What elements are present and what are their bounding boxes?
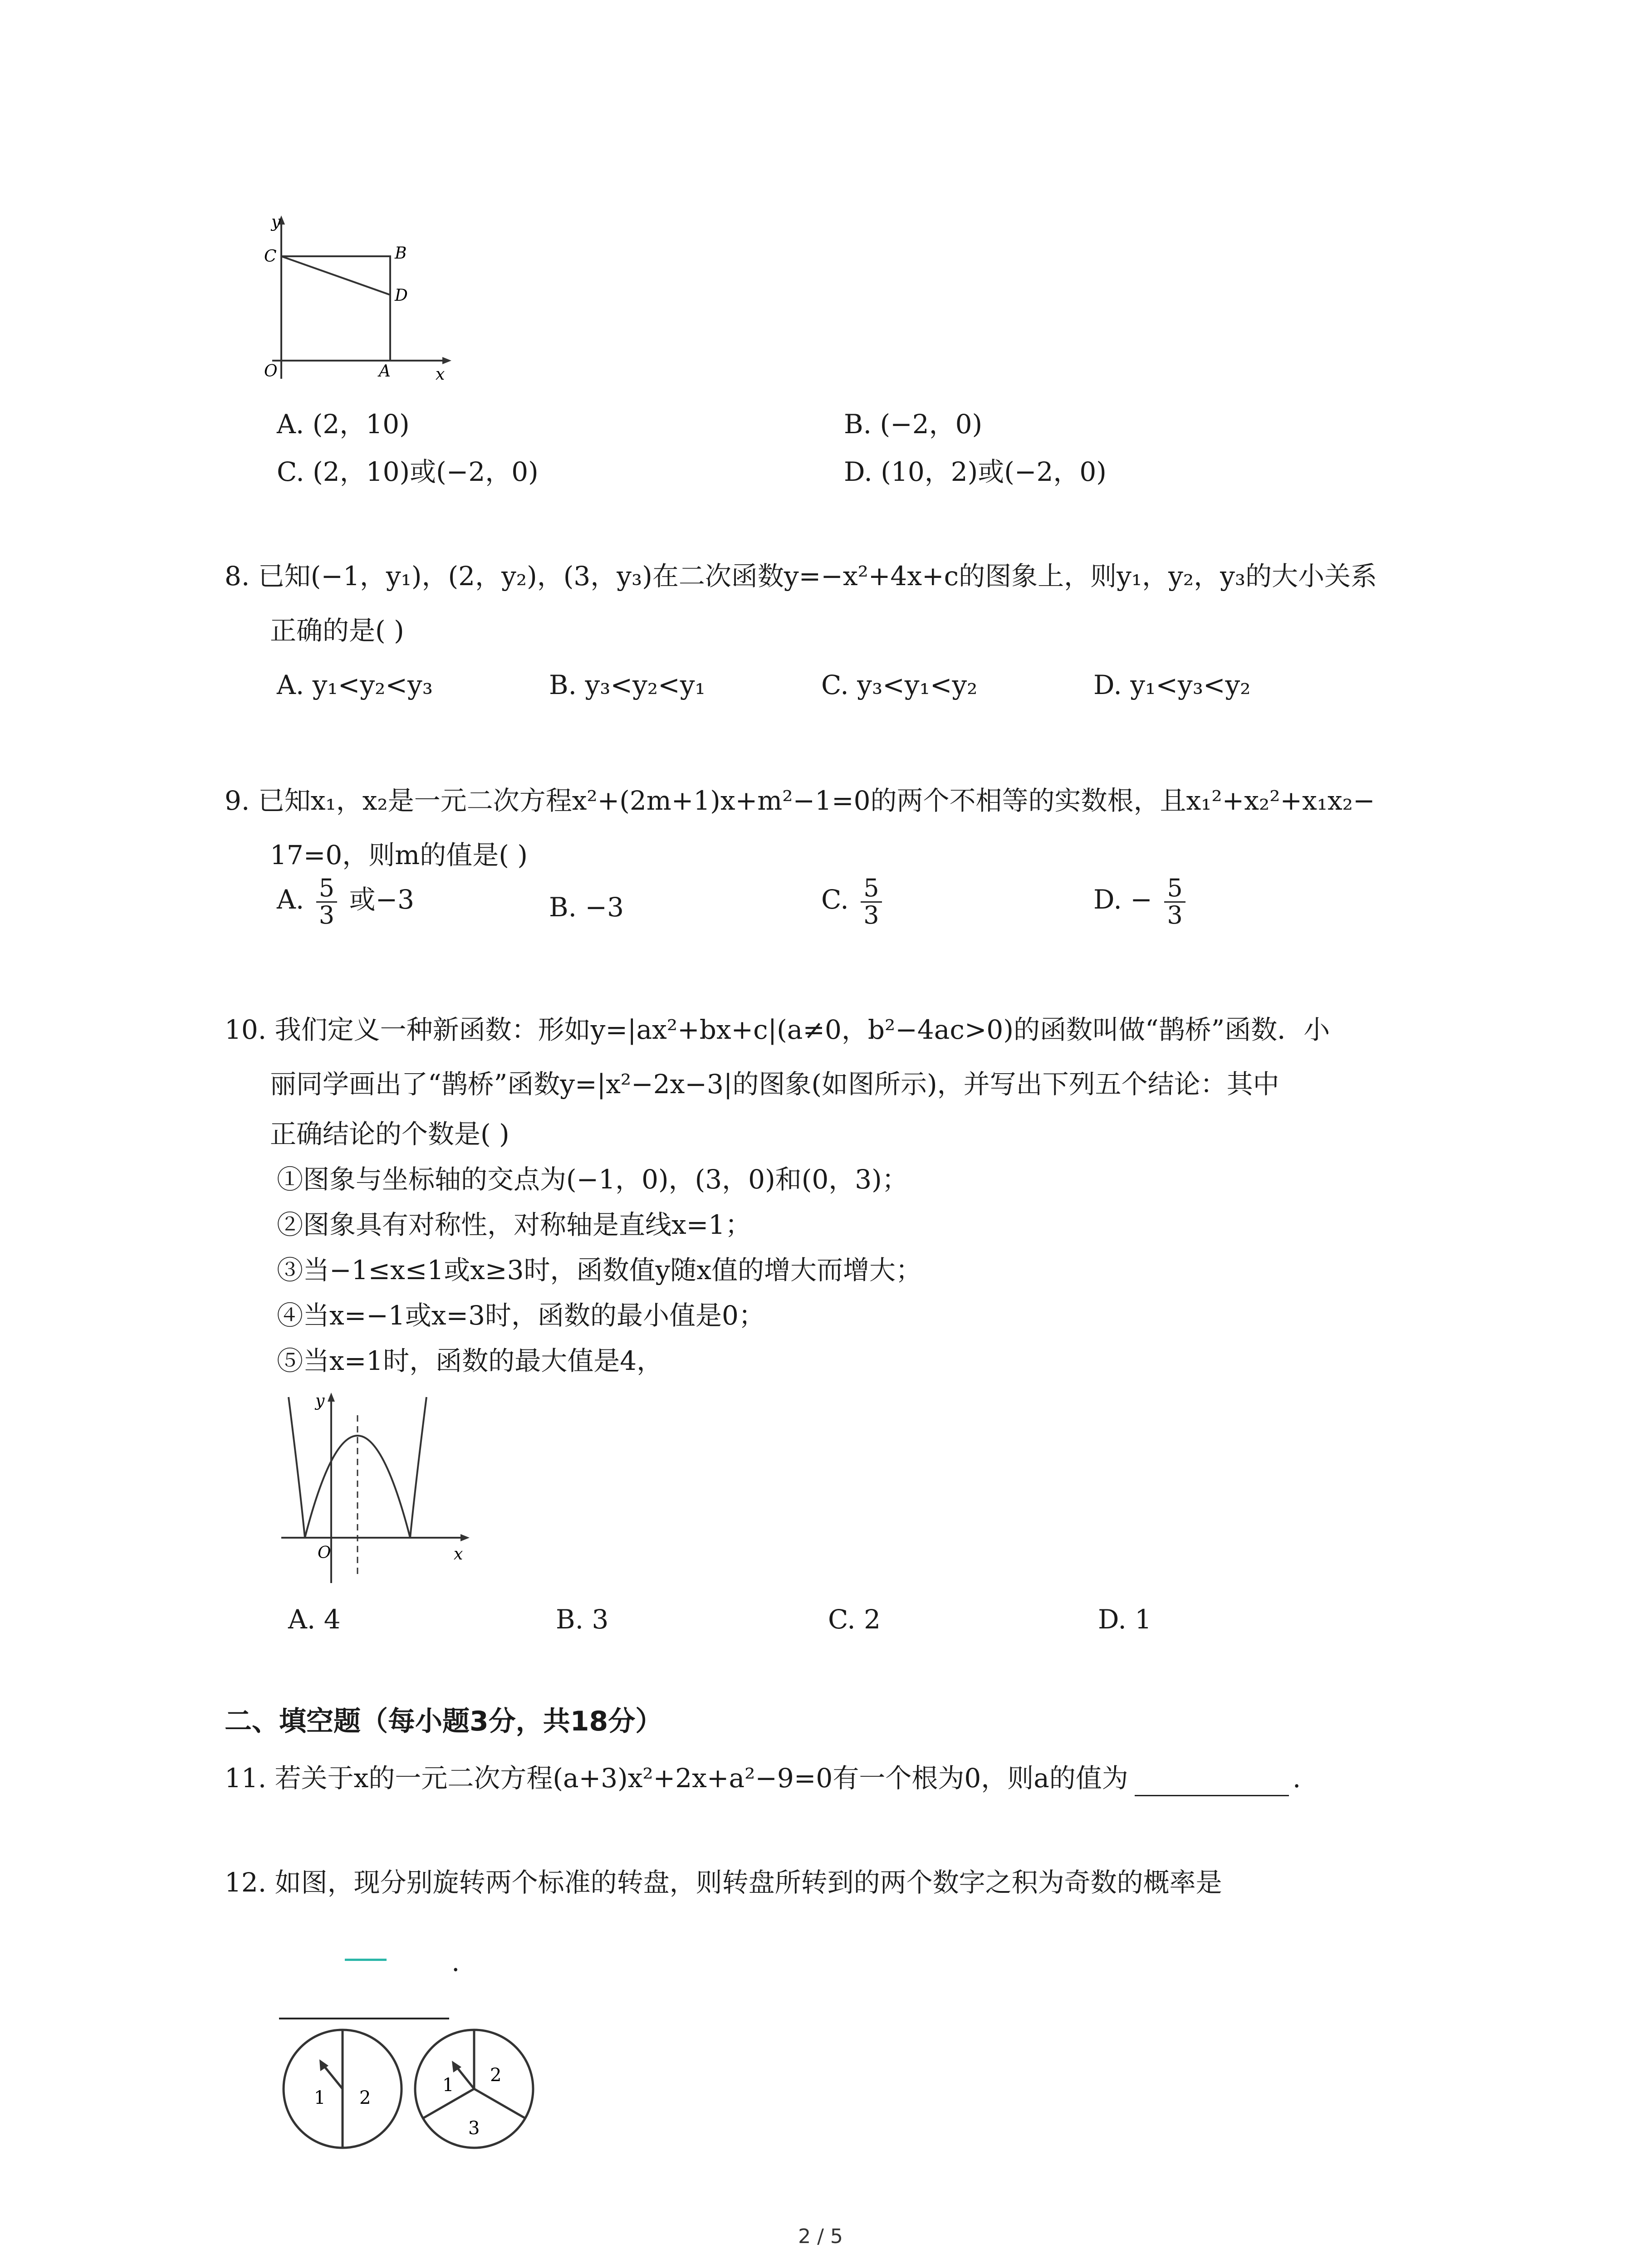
q9-option-c-numerator: 5 bbox=[861, 875, 882, 903]
q10-option-d: D. 1 bbox=[1098, 1604, 1152, 1635]
q7-c-label: C bbox=[264, 247, 277, 266]
q9-option-a-suffix: 或−3 bbox=[349, 884, 415, 915]
q7-x-label: x bbox=[436, 365, 445, 384]
q12-spinners bbox=[272, 2019, 544, 2164]
q11-question-end: . bbox=[1292, 1763, 1301, 1794]
q10-x-label: x bbox=[454, 1545, 463, 1564]
q9-option-c-letter: C. bbox=[821, 884, 849, 915]
q10-option-b: B. 3 bbox=[556, 1604, 609, 1635]
q9-option-a bbox=[277, 875, 414, 928]
q10-graph bbox=[272, 1388, 472, 1588]
spinner-2-label-2: 2 bbox=[490, 2065, 502, 2086]
spinner-1-label-1: 1 bbox=[314, 2087, 326, 2108]
q11-question-text: 11. 若关于x的一元二次方程(a+3)x²+2x+a²−9=0有一个根为0，则a的值为 bbox=[225, 1763, 1128, 1794]
q10-y-label: y bbox=[315, 1392, 325, 1410]
q9-option-c-denominator: 3 bbox=[863, 900, 879, 929]
q8-question-line2: 正确的是( ) bbox=[270, 615, 404, 646]
q10-question-line3: 正确结论的个数是( ) bbox=[270, 1119, 509, 1149]
q9-option-d bbox=[1093, 875, 1189, 928]
q9-option-a-numerator: 5 bbox=[316, 875, 337, 903]
spinner-2-label-1: 1 bbox=[442, 2075, 454, 2096]
q11-question bbox=[225, 1760, 1301, 1796]
q7-y-label: y bbox=[271, 213, 281, 231]
q9-question-line2: 17=0，则m的值是( ) bbox=[270, 840, 528, 870]
q7-graph bbox=[254, 211, 463, 392]
q9-option-a-denominator: 3 bbox=[318, 900, 335, 929]
q9-option-d-numerator: 5 bbox=[1164, 875, 1185, 903]
section-2-heading: 二、填空题（每小题3分，共18分） bbox=[225, 1706, 663, 1737]
q9-option-a-fraction bbox=[316, 875, 337, 928]
spinner-1-label-2: 2 bbox=[359, 2087, 371, 2108]
q9-option-d-letter: D. − bbox=[1093, 884, 1152, 915]
q10-option-a: A. 4 bbox=[288, 1604, 341, 1635]
q7-option-a: A. (2，10) bbox=[277, 409, 410, 440]
q10-statement-4: ④当x=−1或x=3时，函数的最小值是0； bbox=[277, 1300, 765, 1331]
q7-option-c: C. (2，10)或(−2，0) bbox=[277, 456, 539, 487]
q12-answer-dash bbox=[345, 1959, 387, 1961]
q10-statement-5: ⑤当x=1时，函数的最大值是4， bbox=[277, 1345, 663, 1376]
q11-answer-blank[interactable] bbox=[1135, 1769, 1289, 1796]
page-number: 2 / 5 bbox=[798, 2225, 843, 2248]
q9-question-line1: 9. 已知x₁，x₂是一元二次方程x²+(2m+1)x+m²−1=0的两个不相等的实数根，且x₁²+x₂²+x₁x₂− bbox=[225, 785, 1375, 816]
spinner-2-label-3: 3 bbox=[468, 2118, 480, 2139]
q7-o-label: O bbox=[264, 362, 278, 381]
q10-statement-1: ①图象与坐标轴的交点为(−1，0)，(3，0)和(0，3)； bbox=[277, 1164, 908, 1195]
q8-option-d: D. y₁<y₃<y₂ bbox=[1093, 670, 1251, 700]
q10-option-c: C. 2 bbox=[828, 1604, 881, 1635]
q10-o-label: O bbox=[318, 1544, 331, 1562]
q7-b-label: B bbox=[395, 244, 407, 263]
q10-statement-3: ③当−1≤x≤1或x≥3时，函数值y随x值的增大而增大； bbox=[277, 1255, 922, 1286]
q8-option-c: C. y₃<y₁<y₂ bbox=[821, 670, 978, 700]
q7-d-label: D bbox=[395, 286, 408, 305]
spinner-2 bbox=[415, 2030, 533, 2148]
q7-a-label: A bbox=[379, 362, 391, 381]
q9-option-c bbox=[821, 875, 886, 928]
q9-option-d-denominator: 3 bbox=[1167, 900, 1183, 929]
q9-option-d-fraction bbox=[1164, 875, 1185, 928]
q8-option-a: A. y₁<y₂<y₃ bbox=[277, 670, 433, 700]
q9-option-c-fraction bbox=[861, 875, 882, 928]
q7-option-b: B. (−2，0) bbox=[844, 409, 983, 440]
q9-option-b: B. −3 bbox=[549, 892, 624, 923]
q9-option-a-letter: A. bbox=[277, 884, 304, 915]
q8-option-b: B. y₃<y₂<y₁ bbox=[549, 670, 705, 700]
q10-statement-2: ②图象具有对称性，对称轴是直线x=1； bbox=[277, 1209, 752, 1240]
q10-question-line1: 10. 我们定义一种新函数：形如y=|ax²+bx+c|(a≠0，b²−4ac>0)的函数叫做“鹊桥”函数．小 bbox=[225, 1014, 1330, 1045]
q12-question-text: 12. 如图，现分别旋转两个标准的转盘，则转盘所转到的两个数字之积为奇数的概率是 bbox=[225, 1867, 1222, 1898]
q12-question-end: . bbox=[451, 1946, 460, 1977]
q10-question-line2: 丽同学画出了“鹊桥”函数y=|x²−2x−3|的图象(如图所示)，并写出下列五个结论：其中 bbox=[270, 1069, 1279, 1100]
q7-option-d: D. (10，2)或(−2，0) bbox=[844, 456, 1107, 487]
spinner-1 bbox=[284, 2030, 402, 2148]
q8-question-line1: 8. 已知(−1，y₁)，(2，y₂)，(3，y₃)在二次函数y=−x²+4x+c的图象上，则y₁，y₂，y₃的大小关系 bbox=[225, 561, 1377, 591]
